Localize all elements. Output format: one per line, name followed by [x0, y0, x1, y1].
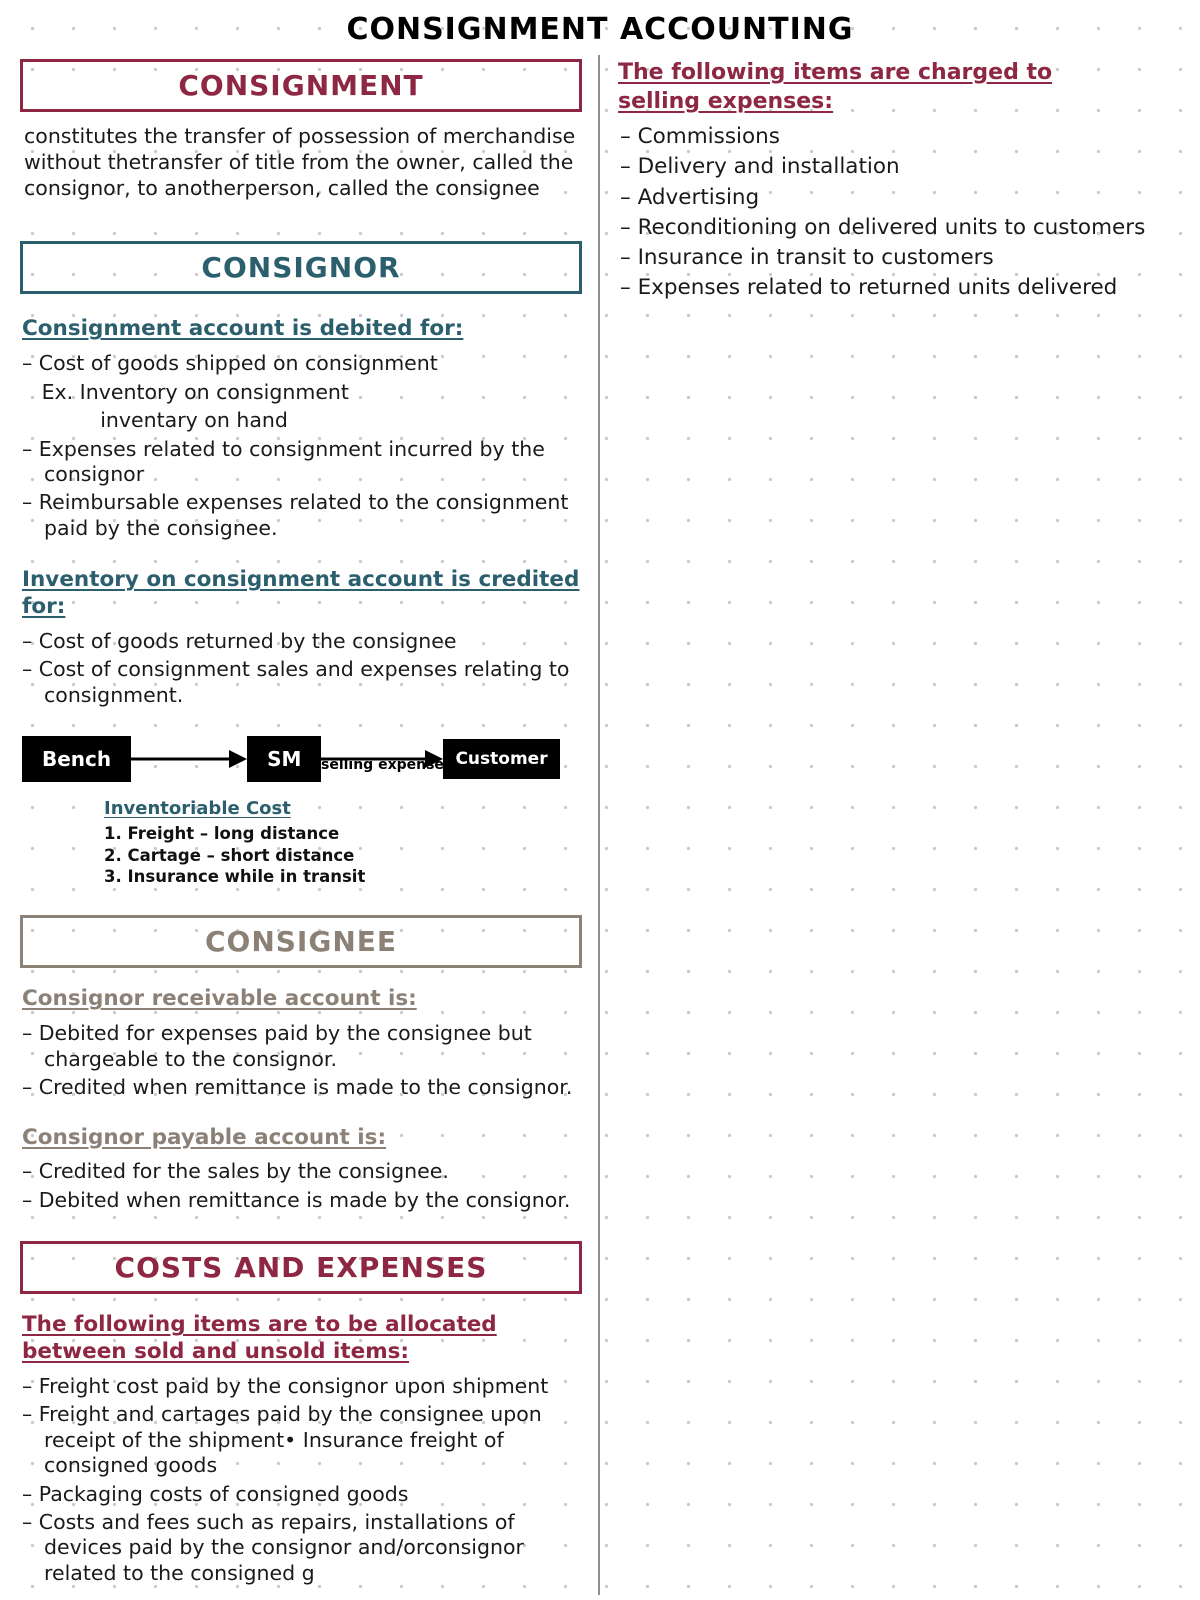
arrow-right-icon [131, 737, 247, 781]
page-title: CONSIGNMENT ACCOUNTING [346, 12, 854, 47]
list-item: – Delivery and installation [620, 154, 900, 180]
section-header-consignment: CONSIGNMENT [20, 59, 582, 112]
debited-subheading: Consignment account is debited for: [22, 316, 464, 342]
list-item: 3. Insurance while in transit [104, 867, 366, 887]
consignment-flow-diagram [22, 736, 582, 782]
list-item: inventary on hand [22, 408, 288, 433]
allocated-list [22, 1374, 580, 1586]
list-item: – Cost of goods shipped on consignment [22, 351, 438, 376]
diagram-node-bench: Bench [22, 736, 131, 782]
arrow-label: selling expense [320, 757, 444, 774]
list-item: – Credited for the sales by the consignee. [22, 1159, 449, 1184]
receivable-subheading: Consignor receivable account is: [22, 986, 417, 1012]
payable-subheading: Consignor payable account is: [22, 1124, 387, 1150]
list-item: – Expenses related to consignment incurred by the consignor [22, 436, 552, 486]
credited-subheading: Inventory on consignment account is credited for: [22, 567, 580, 620]
list-item: Ex. Inventory on consignment [22, 379, 349, 404]
diagram-node-sm: SM [247, 736, 321, 782]
debited-list [22, 351, 580, 541]
selling-expenses-list [620, 124, 1174, 301]
two-column-layout [14, 55, 1186, 1595]
payable-list [22, 1159, 580, 1213]
list-item: – Freight and cartages paid by the consignee upon receipt of the shipment• Insurance freight of consigned goods [22, 1402, 549, 1478]
list-item: – Advertising [620, 184, 760, 210]
list-item: – Cost of consignment sales and expenses relating to consignment. [22, 657, 576, 707]
list-item: – Debited for expenses paid by the consignee but chargeable to the consignor. [22, 1021, 539, 1071]
consignment-definition: constitutes the transfer of possession of merchandise without thetransfer of title from the owner, called the consignor, to anotherperson, called the consignee [24, 124, 576, 200]
credited-list [22, 629, 580, 708]
section-header-costs-expenses: COSTS AND EXPENSES [20, 1241, 582, 1294]
inventoriable-cost-subheading: Inventoriable Cost [104, 798, 291, 820]
list-item: – Reconditioning on delivered units to customers [620, 214, 1146, 240]
inventoriable-cost-block [104, 798, 582, 887]
list-item: – Cost of goods returned by the consignee [22, 628, 457, 653]
right-column [600, 55, 1186, 1595]
list-item: – Packaging costs of consigned goods [22, 1481, 409, 1506]
left-column [14, 55, 600, 1595]
section-header-consignee: CONSIGNEE [20, 915, 582, 968]
diagram-node-customer: Customer [443, 739, 559, 779]
list-item: – Expenses related to returned units delivered [620, 275, 1118, 301]
list-item: 2. Cartage – short distance [104, 845, 355, 865]
arrow-right-icon [321, 737, 443, 781]
selling-expenses-subheading: The following items are charged to selling expenses: [618, 60, 1053, 114]
list-item: – Costs and fees such as repairs, installations of devices paid by the consignor and/orconsignor related to the consigned g [22, 1510, 531, 1585]
list-item: – Insurance in transit to customers [620, 245, 994, 271]
list-item: – Reimbursable expenses related to the consignment paid by the consignee. [22, 490, 575, 540]
list-item: – Debited when remittance is made by the consignor. [22, 1187, 571, 1212]
list-item: – Credited when remittance is made to the consignor. [22, 1075, 573, 1100]
allocated-subheading: The following items are to be allocated between sold and unsold items: [22, 1312, 497, 1365]
list-item: – Freight cost paid by the consignor upon shipment [22, 1374, 549, 1399]
list-item: – Commissions [620, 124, 780, 150]
receivable-list [22, 1021, 580, 1100]
list-item: 1. Freight – long distance [104, 824, 340, 844]
section-header-consignor: CONSIGNOR [20, 241, 582, 294]
